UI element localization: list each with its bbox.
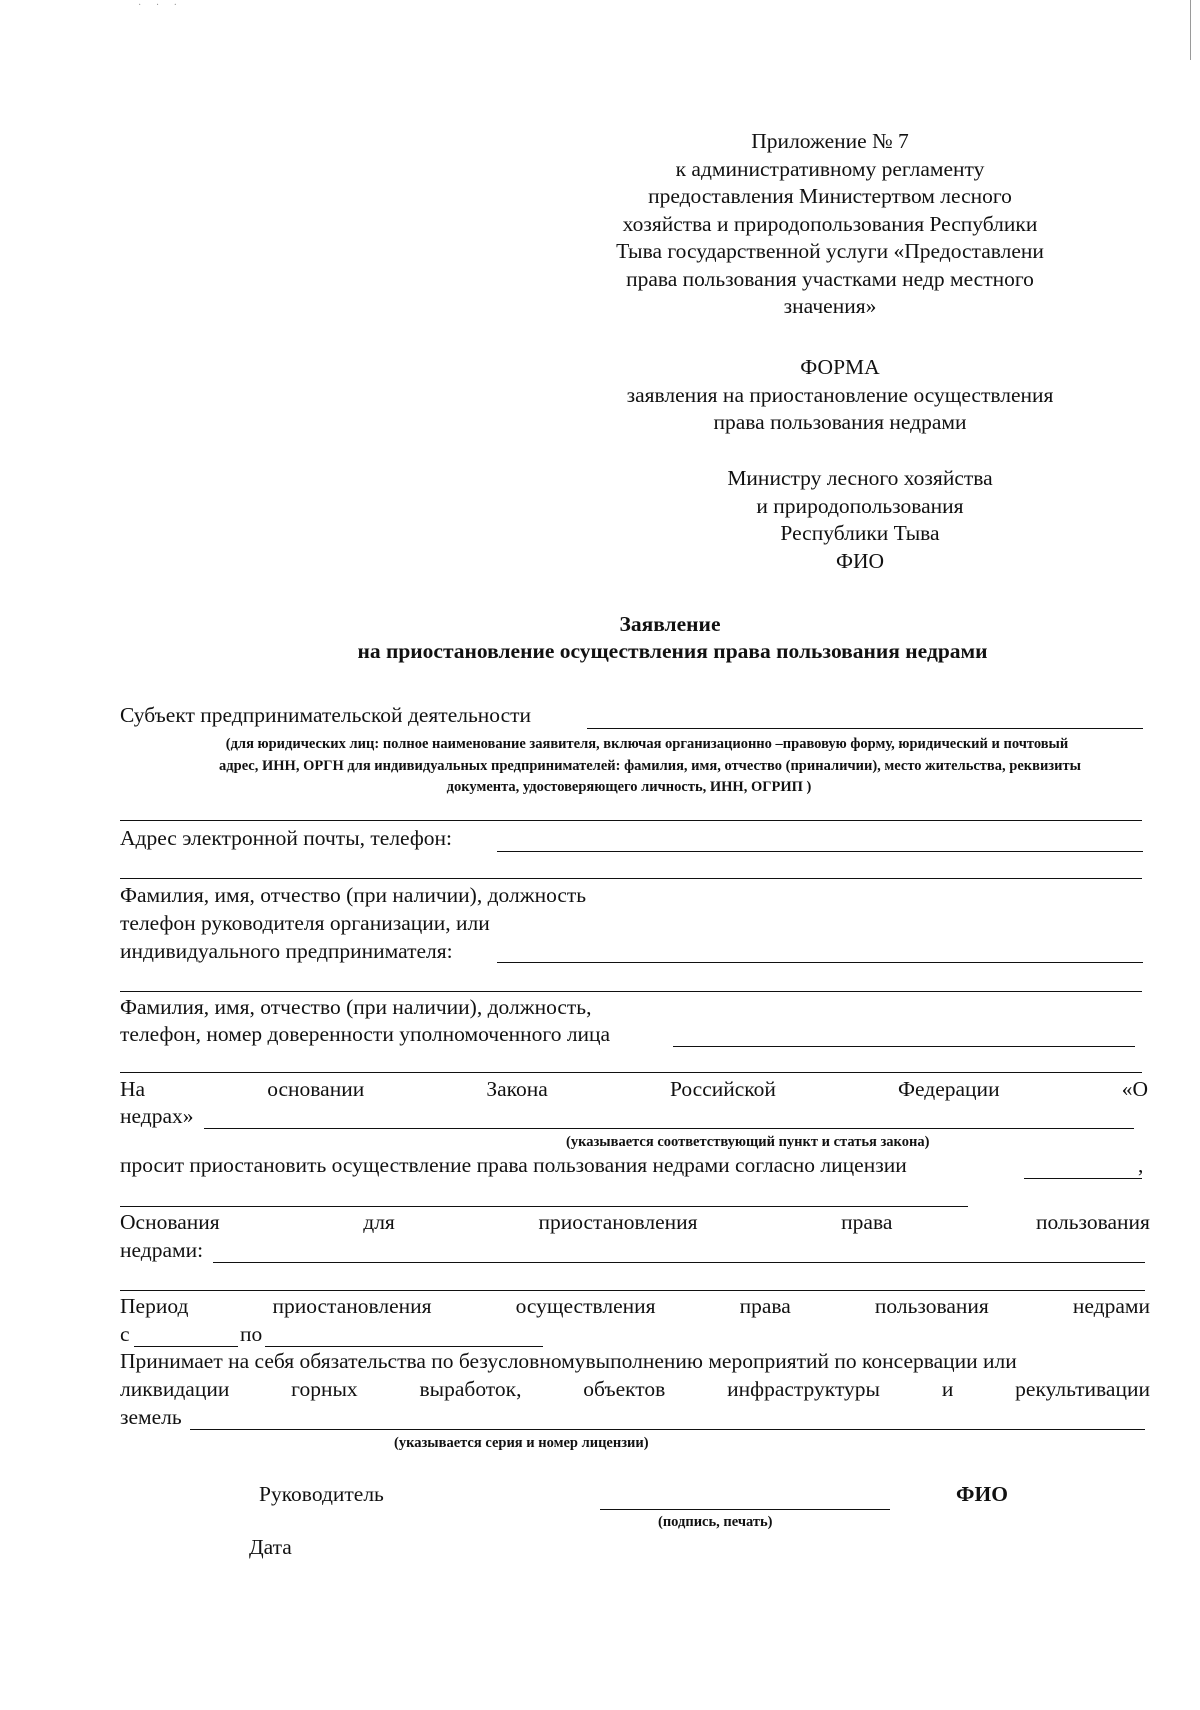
appendix-line: предоставления Министертвом лесного [648, 184, 1012, 208]
addressee-line: ФИО [835, 548, 885, 573]
subject-hint: (для юридических лиц: полное наименование заявителя, включая организационно –правовую форму, юридический и почтовый [225, 736, 1069, 752]
law-hint: (указывается соответствующий пункт и статья закона) [566, 1134, 930, 1150]
period-word: недрами [1072, 1294, 1150, 1318]
signature-role: Руководитель [259, 1482, 384, 1506]
grounds-word: приостановления [538, 1210, 698, 1234]
law-word: Закона [486, 1077, 548, 1101]
law-word: Федерации [898, 1077, 1000, 1101]
request-comma: , [1138, 1153, 1144, 1177]
obligation-word: горных [291, 1377, 358, 1401]
obligation-word: ликвидации [120, 1377, 230, 1401]
obligation-label: земель [120, 1405, 182, 1429]
law-input-line[interactable] [204, 1128, 1134, 1129]
head-input-line[interactable] [497, 962, 1143, 963]
form-title-line: ФОРМА [800, 355, 880, 379]
addressee-line: Республики Тыва [780, 521, 940, 545]
subject-hint: документа, удостоверяющего личность, ИНН, ОГРИП ) [446, 779, 812, 795]
appendix-line: Приложение № 7 [751, 129, 909, 153]
appendix-line: права пользования участками недр местного [626, 266, 1034, 291]
obligation-text: Принимает на себя обязательства по безусловномувыполнению мероприятий по консервации или [120, 1349, 1017, 1373]
proxy-label: Фамилия, имя, отчество (при наличии), должность, [120, 995, 592, 1019]
obligation-word: и [941, 1377, 954, 1401]
obligation-word: объектов [583, 1377, 666, 1401]
period-to-label: по [240, 1322, 263, 1346]
obligation-word: выработок, [419, 1377, 522, 1401]
proxy-extra-line[interactable] [120, 1072, 1142, 1073]
signature-hint: (подпись, печать) [658, 1514, 773, 1530]
head-label: индивидуального предпринимателя: [120, 939, 453, 963]
period-to-input-line[interactable] [265, 1346, 543, 1347]
law-word: Российской [669, 1077, 776, 1101]
period-from-input-line[interactable] [134, 1346, 238, 1347]
period-word: права [739, 1294, 791, 1318]
scan-edge-line [1190, 0, 1191, 60]
subject-hint: адрес, ИНН, ОРГН для индивидуальных предпринимателей: фамилия, имя, отчество (приналичии), место жительства, реквизиты [219, 758, 1081, 774]
subject-extra-line[interactable] [120, 820, 1142, 821]
head-extra-line[interactable] [120, 991, 1142, 992]
appendix-line: Тыва государственной услуги «Предоставлени [616, 239, 1044, 263]
email-label: Адрес электронной почты, телефон: [120, 826, 453, 850]
addressee-block [680, 465, 1040, 575]
scan-artifact: · · · [138, 0, 183, 11]
signature-name: ФИО [956, 1482, 1008, 1506]
form-title-line: права пользования недрами [713, 410, 967, 434]
grounds-label: недрами: [120, 1238, 204, 1262]
signature-input-line[interactable] [600, 1509, 890, 1510]
grounds-word: пользования [1036, 1210, 1150, 1234]
request-extra-line[interactable] [120, 1206, 968, 1207]
period-word: приостановления [272, 1294, 432, 1318]
proxy-input-line[interactable] [673, 1046, 1135, 1047]
head-label: телефон руководителя организации, или [120, 911, 490, 935]
subject-input-line[interactable] [587, 728, 1143, 729]
obligation-word: инфраструктуры [727, 1377, 880, 1401]
subject-label: Субъект предпринимательской деятельности [120, 703, 532, 727]
period-word: пользования [874, 1294, 989, 1318]
head-label: Фамилия, имя, отчество (при наличии), должность [120, 883, 587, 907]
law-word: основании [267, 1077, 365, 1101]
addressee-line: и природопользования [756, 493, 964, 518]
obligation-line [120, 1377, 1150, 1402]
period-word: Период [120, 1294, 189, 1318]
appendix-line: значения» [783, 294, 877, 318]
license-input-line[interactable] [190, 1429, 1145, 1430]
law-word: «О [1121, 1077, 1148, 1101]
law-label: недрах» [120, 1104, 194, 1128]
grounds-line [120, 1210, 1150, 1235]
statement-title: Заявление [619, 612, 721, 636]
form-title-block [610, 354, 1070, 437]
period-line [120, 1294, 1150, 1319]
statement-subtitle: на приостановление осуществления права пользования недрами [357, 639, 988, 663]
appendix-line: к административному регламенту [675, 156, 985, 181]
form-title-line: заявления на приостановление осуществления [626, 382, 1054, 407]
grounds-extra-line[interactable] [120, 1290, 1145, 1291]
obligation-word: рекультивации [1015, 1377, 1150, 1401]
proxy-label: телефон, номер доверенности уполномоченного лица [120, 1022, 611, 1046]
email-input-line[interactable] [497, 851, 1143, 852]
grounds-input-line[interactable] [213, 1262, 1145, 1263]
grounds-word: Основания [120, 1210, 220, 1234]
grounds-word: права [841, 1210, 893, 1234]
date-label: Дата [249, 1535, 292, 1559]
period-word: осуществления [515, 1294, 656, 1318]
appendix-line: хозяйства и природопользования Республики [622, 211, 1038, 236]
license-number-line[interactable] [1024, 1178, 1142, 1179]
law-line [120, 1077, 1148, 1102]
request-text: просит приостановить осуществление права пользования недрами согласно лицензии [120, 1153, 907, 1177]
law-word: На [120, 1077, 146, 1101]
grounds-word: для [363, 1210, 395, 1234]
license-hint: (указывается серия и номер лицензии) [394, 1435, 649, 1451]
period-from-label: с [120, 1322, 130, 1346]
email-extra-line[interactable] [120, 878, 1142, 879]
addressee-line: Министру лесного хозяйства [727, 466, 993, 490]
appendix-block [600, 128, 1060, 321]
